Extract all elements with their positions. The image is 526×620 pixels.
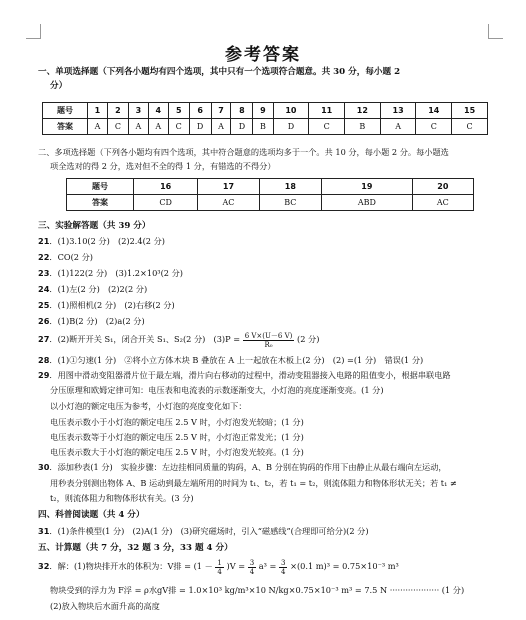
q25-number: 25 — [38, 300, 50, 310]
q29-line-6: 电压表示数大于小灯泡的额定电压 2.5 V 时，小灯泡发光较亮。(1 分) — [50, 447, 304, 457]
q27-number: 27 — [38, 334, 50, 344]
q32-text-a: ．解：(1)物块排开水的体积为：V排 = (1 － — [49, 561, 213, 571]
page-title: 参考答案 — [225, 45, 301, 65]
sec1-number-cell: 6 — [189, 103, 211, 119]
q30-line-2: 用秒表分别测出物体 A、B 运动到最左端所用的时间为 t₁、t₂，若 t₁ = t₂，则流体阻力和物体形状无关；若 t₁ ≠ — [50, 478, 457, 488]
sec1-number-cell: 3 — [128, 103, 148, 119]
sec2-number-cell: 17 — [198, 179, 259, 195]
q27-fraction — [243, 332, 295, 349]
q29-line-3: 以小灯泡的额定电压为参考，小灯泡的亮度变化如下： — [50, 401, 247, 411]
sec1-number-cell: 4 — [148, 103, 168, 119]
sec1-number-cell: 13 — [380, 103, 416, 119]
q27-fraction-numerator: 6 V×(U－6 V) — [244, 331, 293, 340]
sec1-answer-cell: D — [189, 119, 211, 135]
sec1-number-cell: 9 — [253, 103, 273, 119]
q26-text: ．(1)B(2 分) (2)a(2 分) — [49, 316, 145, 326]
q29-line-4: 电压表示数小于小灯泡的额定电压 2.5 V 时，小灯泡发光较暗；(1 分) — [50, 417, 304, 427]
q30-number: 30 — [38, 462, 50, 472]
q30-line-3: t₂，则流体阻力和物体形状有关。(3 分) — [50, 493, 194, 503]
q21-number: 21 — [38, 236, 50, 246]
sec2-answer-label: 答案 — [67, 195, 134, 211]
sec2-answer-cell: ABD — [322, 195, 413, 211]
q31-text: ．(1)条件模型(1 分) (2)A(1 分) (3)研究磁场时，引入“磁感线”(合理即可给分)(2 分) — [49, 526, 369, 536]
corner-mark-right — [488, 24, 503, 39]
q32-text-d: ×(0.1 m)³ = 0.75×10⁻³ m³ — [290, 561, 399, 571]
sec2-answer-table — [66, 178, 474, 211]
q22-number: 22 — [38, 252, 50, 262]
sec1-heading: 一、单项选择题（下列各小题均有四个选项，其中只有一个选项符合题意。共 30 分，每小题 2 — [38, 67, 401, 77]
sec1-answer-cell: B — [345, 119, 381, 135]
sec1-header-label: 题号 — [43, 103, 88, 119]
sec2-number-cell: 19 — [322, 179, 413, 195]
q27-fraction-denominator: R₀ — [264, 340, 273, 349]
q29-line-2: 分压原理和欧姆定律可知：电压表和电流表的示数逐渐变大，小灯泡的亮度逐渐变亮。(1 分) — [50, 385, 384, 395]
sec2-answer-cell: BC — [259, 195, 321, 211]
q32-text-b: )V = — [226, 561, 246, 571]
q29-number: 29 — [38, 370, 50, 380]
corner-mark-left — [26, 24, 41, 39]
sec1-number-cell: 8 — [231, 103, 253, 119]
sec3-heading: 三、实验解答题（共 39 分） — [38, 221, 151, 231]
q25 — [38, 299, 498, 312]
sec4-heading: 四、科普阅读题（共 4 分） — [38, 510, 145, 520]
sec1-number-cell: 10 — [273, 103, 309, 119]
q32-text-c: a³ = — [258, 561, 277, 571]
sec1-number-cell: 1 — [88, 103, 108, 119]
sec2-number-cell: 20 — [412, 179, 473, 195]
q21-text: ．(1)3.10(2 分) (2)2.4(2 分) — [49, 236, 166, 246]
sec1-answer-cell: A — [128, 119, 148, 135]
q23 — [38, 267, 498, 280]
sec1-answer-cell: C — [309, 119, 345, 135]
sec1-answer-cell: A — [380, 119, 416, 135]
q28-text: ．(1)①匀速(1 分) ②将小立方体木块 B 叠放在 A 上一起放在木板上(2 分) (2) =(1 分) 错误(1 分) — [49, 355, 424, 365]
sec2-answer-cell: AC — [412, 195, 473, 211]
q28 — [38, 354, 498, 367]
q30-line-1 — [38, 461, 498, 474]
sec1-answer-cell: A — [148, 119, 168, 135]
q27 — [38, 330, 498, 349]
sec2-number-cell: 16 — [134, 179, 198, 195]
q30-text-1: ．添加秒表(1 分) 实验步骤：左边挂相同质量的钩码，A、B 分别在钩码的作用下由静止从最右端向左运动， — [49, 462, 447, 472]
sec1-answer-cell: A — [211, 119, 231, 135]
sec1-number-cell: 11 — [309, 103, 345, 119]
q29-line-5: 电压表示数等于小灯泡的额定电压 2.5 V 时，小灯泡正常发光；(1 分) — [50, 432, 304, 442]
q32-fraction-2 — [248, 559, 256, 576]
sec1-answer-cell: A — [88, 119, 108, 135]
sec1-answer-cell: C — [416, 119, 452, 135]
sec1-number-cell: 5 — [168, 103, 189, 119]
sec2-header-label: 题号 — [67, 179, 134, 195]
sec1-number-cell: 2 — [107, 103, 128, 119]
sec1-answer-cell: C — [168, 119, 189, 135]
sec2-answer-cell: CD — [134, 195, 198, 211]
q23-text: ．(1)122(2 分) (3)1.2×10³(2 分) — [49, 268, 183, 278]
q21 — [38, 235, 498, 248]
q26 — [38, 315, 498, 328]
sec1-answer-cell: B — [253, 119, 273, 135]
sec1-heading-cont: 分） — [50, 81, 68, 91]
q23-number: 23 — [38, 268, 50, 278]
q25-text: ．(1)照相机(2 分) (2)右移(2 分) — [49, 300, 175, 310]
q32-line-3: (2)放入物块后水面升高的高度 — [50, 601, 160, 611]
sec1-answer-cell: C — [452, 119, 488, 135]
sec2-heading-cont: 项全选对的得 2 分，选对但不全的得 1 分，有错选的不得分） — [50, 161, 276, 171]
sec2-heading: 二、多项选择题（下列各小题均有四个选项，其中符合题意的选项均多于一个。共 10 分，每小题 2 分。每小题选 — [38, 147, 449, 157]
q32-fraction-3-den: 4 — [281, 567, 286, 576]
q32-number: 32 — [38, 561, 50, 571]
q32-fraction-2-num: 3 — [249, 558, 255, 567]
q32-line-1 — [38, 557, 498, 576]
q32-fraction-3-num: 3 — [281, 558, 286, 567]
q24 — [38, 283, 498, 296]
sec1-number-cell: 7 — [211, 103, 231, 119]
sec2-answer-cell: AC — [198, 195, 259, 211]
sec1-number-cell: 12 — [345, 103, 381, 119]
q32-fraction-1-num: 1 — [217, 558, 222, 567]
sec1-answer-cell: D — [231, 119, 253, 135]
q32-fraction-2-den: 4 — [249, 567, 255, 576]
sec1-answer-table — [42, 102, 488, 135]
sec2-number-cell: 18 — [259, 179, 321, 195]
q24-text: ．(1)左(2 分) (2)2(2 分) — [49, 284, 148, 294]
q31-number: 31 — [38, 526, 50, 536]
q32-fraction-1-den: 4 — [217, 567, 222, 576]
sec1-answer-cell: D — [273, 119, 309, 135]
q27-text: ．(2)断开开关 S₁，闭合开关 S₁、S₂(2 分) (3)P = — [49, 334, 241, 344]
q29-line-1 — [38, 369, 498, 382]
q24-number: 24 — [38, 284, 50, 294]
q22-text: ．CO(2 分) — [49, 252, 93, 262]
q32-line-2: 物块受到的浮力为 F浮 = ρ水gV排 = 1.0×10³ kg/m³×10 N/kg×0.75×10⁻³ m³ = 7.5 N ··················· (1 分) — [50, 585, 465, 595]
sec1-number-cell: 15 — [452, 103, 488, 119]
q29-text-1: ．用图中滑动变阻器滑片位于最左端，滑片向右移动的过程中，滑动变阻器接入电路的阻值变小，根据串联电路 — [49, 370, 451, 380]
q32-fraction-3 — [279, 559, 287, 576]
q27-score: (2 分) — [297, 334, 320, 344]
q22 — [38, 251, 498, 264]
sec5-heading: 五、计算题（共 7 分，32 题 3 分，33 题 4 分） — [38, 543, 233, 553]
q31 — [38, 525, 498, 538]
q32-fraction-1 — [215, 559, 223, 576]
q26-number: 26 — [38, 316, 50, 326]
sec1-answer-cell: C — [107, 119, 128, 135]
sec1-answer-label: 答案 — [43, 119, 88, 135]
sec1-number-cell: 14 — [416, 103, 452, 119]
q28-number: 28 — [38, 355, 50, 365]
